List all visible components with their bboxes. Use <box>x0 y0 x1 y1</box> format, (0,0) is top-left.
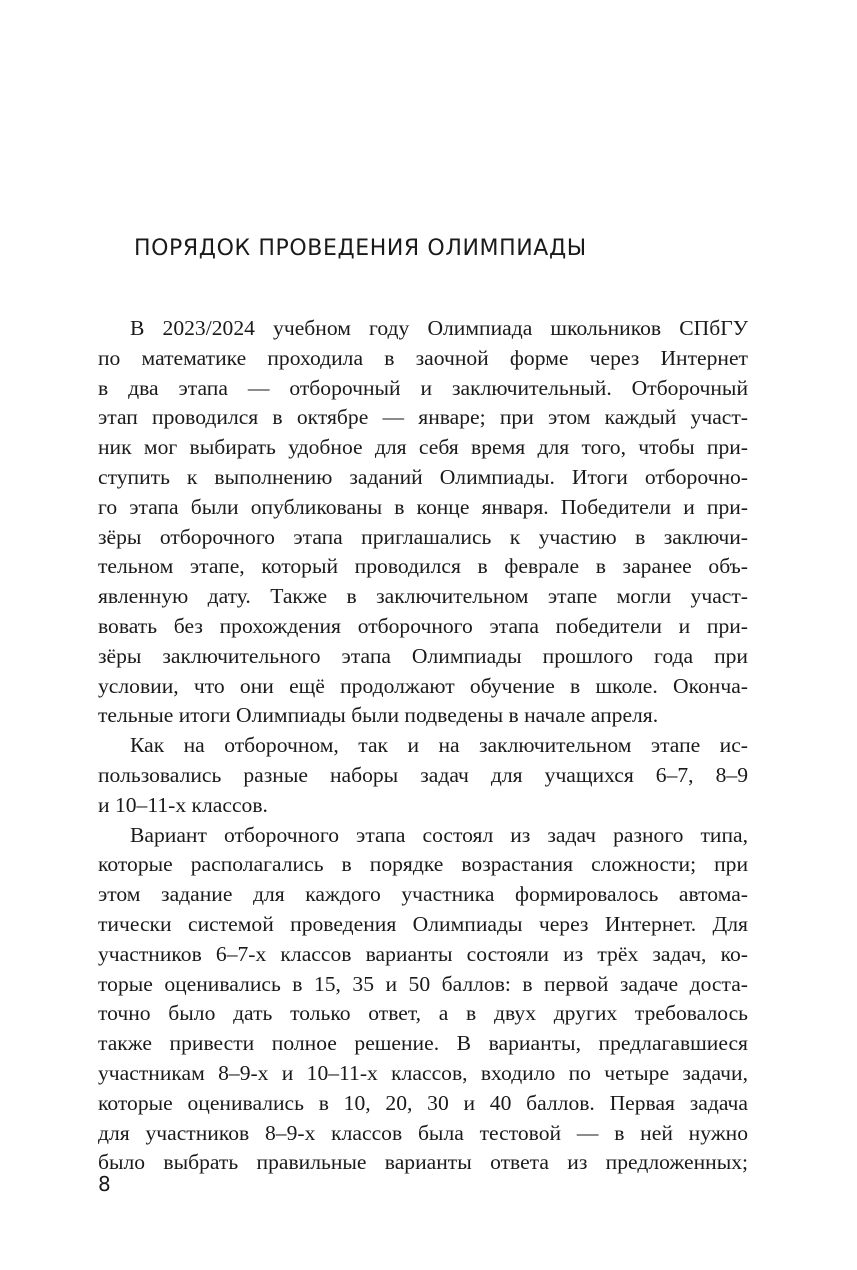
text-line: явленную дату. Также в заключительном этапе могли участ- <box>98 584 748 609</box>
paragraph-3 <box>98 821 748 1179</box>
text-line: тельном этапе, который проводился в феврале в заранее объ- <box>98 554 748 579</box>
text-line: зёры отборочного этапа приглашались к участию в заключи- <box>98 524 748 549</box>
text-line: также привести полное решение. В варианты, предлагавшиеся <box>98 1031 748 1056</box>
text-line: ступить к выполнению заданий Олимпиады. Итоги отборочно- <box>98 464 748 489</box>
text-line: которые располагались в порядке возрастания сложности; при <box>98 852 748 877</box>
body-text <box>98 314 748 1178</box>
text-line: по математике проходила в заочной форме через Интернет <box>98 345 748 370</box>
section-heading: ПОРЯДОК ПРОВЕДЕНИЯ ОЛИМПИАДЫ <box>134 236 587 261</box>
text-line: тически системой проведения Олимпиады через Интернет. Для <box>98 911 748 936</box>
text-line: ник мог выбирать удобное для себя время для того, чтобы при- <box>98 435 748 460</box>
text-line: торые оценивались в 15, 35 и 50 баллов: в первой задаче доста- <box>98 971 748 996</box>
text-line: этап проводился в октябре — январе; при этом каждый участ- <box>98 405 748 430</box>
text-line: участников 6–7-х классов варианты состояли из трёх задач, ко- <box>98 941 748 966</box>
text-line: Вариант отборочного этапа состоял из задач разного типа, <box>130 822 748 847</box>
text-line: и 10–11-х классов. <box>98 792 268 817</box>
paragraph-2 <box>98 731 748 820</box>
text-line: которые оценивались в 10, 20, 30 и 40 баллов. Первая задача <box>98 1090 748 1115</box>
text-line: зёры заключительного этапа Олимпиады прошлого года при <box>98 643 748 668</box>
text-line: го этапа были опубликованы в конце января. Победители и при- <box>98 494 748 519</box>
text-line: В 2023/2024 учебном году Олимпиада школьников СПбГУ <box>130 316 748 340</box>
text-line: для участников 8–9-х классов была тестовой — в ней нужно <box>98 1120 748 1145</box>
text-line: этом задание для каждого участника формировалось автома- <box>98 882 748 907</box>
text-line: вовать без прохождения отборочного этапа победители и при- <box>98 613 748 638</box>
text-line: было выбрать правильные варианты ответа из предложенных; <box>98 1150 748 1175</box>
text-line: в два этапа — отборочный и заключительный. Отборочный <box>98 375 748 400</box>
text-line: пользовались разные наборы задач для учащихся 6–7, 8–9 <box>98 762 748 787</box>
text-line: Как на отборочном, так и на заключительном этапе ис- <box>130 733 748 758</box>
page-number: 8 <box>98 1172 111 1196</box>
text-line: участникам 8–9-х и 10–11-х классов, входило по четыре задачи, <box>98 1060 748 1085</box>
text-line: тельные итоги Олимпиады были подведены в начале апреля. <box>98 703 659 728</box>
text-line: условии, что они ещё продолжают обучение в школе. Оконча- <box>98 673 748 698</box>
paragraph-1 <box>98 314 748 731</box>
text-line: точно было дать только ответ, а в двух других требовалось <box>98 1001 748 1026</box>
